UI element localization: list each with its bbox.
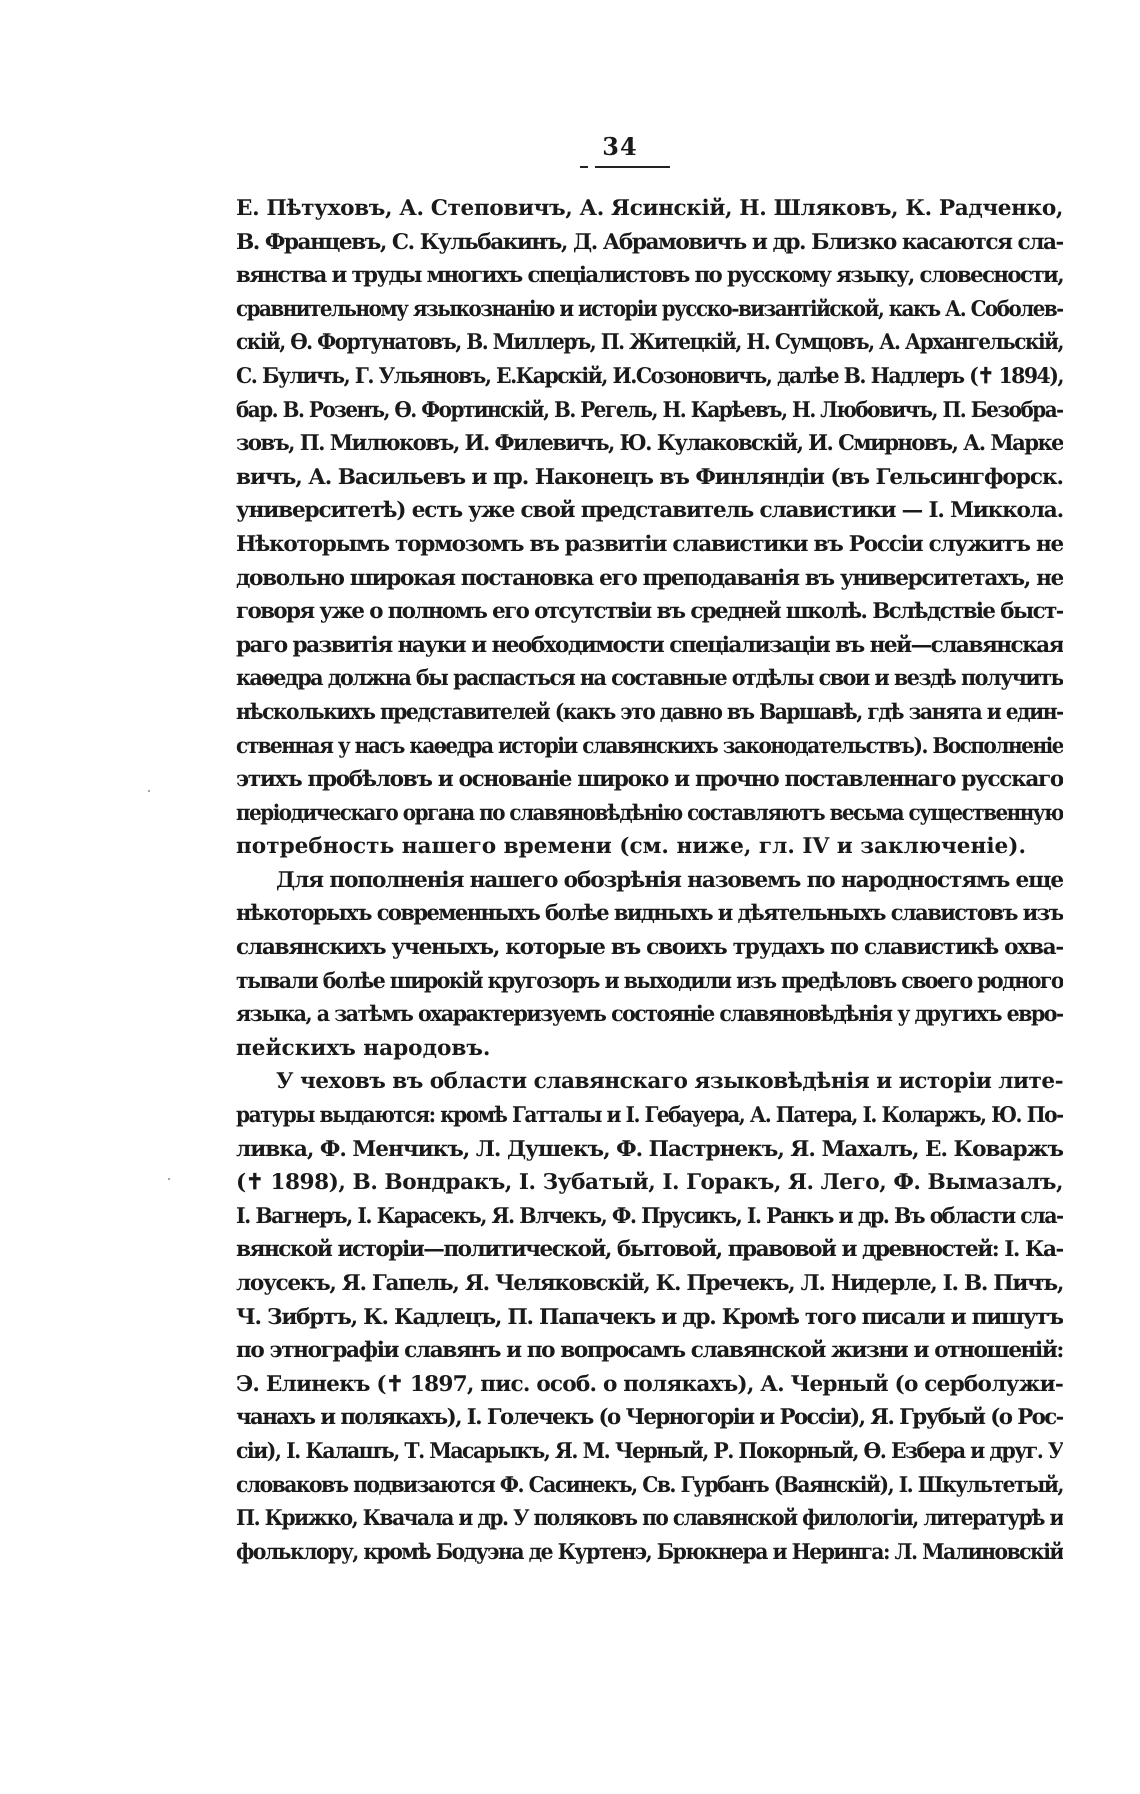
text-line: по этнографіи славянъ и по вопросамъ славянской жизни и отношеній:	[236, 1338, 1063, 1364]
text-line: С. Буличъ, Г. Ульяновъ, Е.Карскій, И.Созоновичъ, далѣе В. Надлеръ (✝ 1894),	[236, 363, 1063, 389]
text-line: І. Вагнеръ, І. Карасекъ, Я. Влчекъ, Ф. Прусикъ, І. Ранкъ и др. Въ области сла-	[236, 1203, 1063, 1229]
text-line: раго развитія науки и необходимости спеціализаціи въ ней—славянская	[236, 632, 1063, 658]
text-line: У чеховъ въ области славянскаго языковѣдѣнія и исторіи лите-	[276, 1069, 1063, 1095]
text-line: довольно широкая постановка его преподаванія въ университетахъ, не	[236, 565, 1063, 591]
paper-speck	[148, 790, 150, 792]
text-line: нѣсколькихъ представителей (какъ это давно въ Варшавѣ, гдѣ занята и един-	[236, 699, 1063, 725]
text-line: бар. В. Розенъ, Ѳ. Фортинскій, В. Регель, Н. Карѣевъ, Н. Любовичъ, П. Безобра-	[236, 397, 1063, 423]
text-line: Ч. Зибртъ, К. Кадлецъ, П. Папачекъ и др. Кромѣ того писали и пишутъ	[236, 1304, 1063, 1330]
text-line: этихъ пробѣловъ и основаніе широко и прочно поставленнаго русскаго	[236, 767, 1063, 793]
text-line: языка, а затѣмъ охарактеризуемъ состояніе славяновѣдѣнія у другихъ евро-	[236, 1002, 1063, 1028]
text-line: ливка, Ф. Менчикъ, Л. Душекъ, Ф. Пастрнекъ, Я. Махалъ, Е. Коваржъ	[236, 1136, 1063, 1162]
text-line: славянскихъ ученыхъ, которые въ своихъ трудахъ по славистикѣ охва-	[236, 935, 1063, 961]
text-line: В. Францевъ, С. Кульбакинъ, Д. Абрамовичъ и др. Близко касаются сла-	[236, 229, 1063, 255]
text-line: Нѣкоторымъ тормозомъ въ развитіи славистики въ Россіи служитъ не	[236, 531, 1063, 557]
paragraph-1	[236, 192, 1063, 864]
text-line: говоря уже о полномъ его отсутствіи въ средней школѣ. Вслѣдствіе быст-	[236, 599, 1063, 625]
paper-speck	[168, 1178, 170, 1180]
text-line: словаковъ подвизаются Ф. Сасинекъ, Св. Гурбанъ (Ваянскій), І. Шкультетый,	[236, 1472, 1063, 1498]
text-line: ратуры выдаются: кромѣ Гатталы и І. Гебауера, А. Патера, І. Коларжъ, Ю. По-	[236, 1103, 1063, 1129]
text-line: фольклору, кромѣ Бодуэна де Куртенэ, Брюкнера и Неринга: Л. Малиновскій	[236, 1539, 1063, 1565]
text-line: потребность нашего времени (см. ниже, гл. IV и заключеніе).	[236, 834, 1027, 860]
text-line: сіи), І. Калашъ, Т. Масарыкъ, Я. М. Черный, Р. Покорный, Ѳ. Езбера и друг. У	[236, 1438, 1063, 1464]
text-line: скій, Ѳ. Фортунатовъ, В. Миллеръ, П. Житецкій, Н. Сумцовъ, А. Архангельскій,	[236, 330, 1063, 356]
text-line: чанахъ и полякахъ), І. Голечекъ (о Черногоріи и Россіи), Я. Грубый (о Рос-	[236, 1405, 1063, 1431]
body-text	[236, 192, 1063, 1569]
text-line: вянской исторіи—политической, бытовой, правовой и древностей: І. Ка-	[236, 1237, 1063, 1263]
text-line: періодическаго органа по славяновѣдѣнію составляютъ весьма существенную	[236, 800, 1063, 826]
page-number-dash	[580, 166, 588, 168]
paragraph-3	[236, 1065, 1063, 1569]
text-line: (✝ 1898), В. Вондракъ, І. Зубатый, І. Горакъ, Я. Лего, Ф. Вымазалъ,	[236, 1170, 1063, 1196]
text-line: П. Крижко, Квачала и др. У поляковъ по славянской филологіи, литературѣ и	[236, 1506, 1063, 1532]
text-line: тывали болѣе широкій кругозоръ и выходили изъ предѣловъ своего родного	[236, 968, 1063, 994]
page-number: 34	[602, 132, 638, 161]
text-line: сравнительному языкознанію и исторіи русско-византійской, какъ А. Соболев-	[236, 296, 1063, 322]
text-line: университетѣ) есть уже свой представитель славистики — І. Миккола.	[236, 498, 1063, 524]
text-line: нѣкоторыхъ современныхъ болѣе видныхъ и дѣятельныхъ славистовъ изъ	[236, 901, 1063, 927]
text-line: вянства и труды многихъ спеціалистовъ по русскому языку, словесности,	[236, 263, 1063, 289]
text-line: зовъ, П. Милюковъ, И. Филевичъ, Ю. Кулаковскій, И. Смирновъ, А. Марке	[236, 431, 1063, 457]
text-line: каѳедра должна бы распасться на составные отдѣлы свои и вездѣ получить	[236, 666, 1063, 692]
text-line: вичъ, А. Васильевъ и пр. Наконецъ въ Финляндіи (въ Гельсингфорск.	[236, 464, 1063, 490]
text-line: Э. Елинекъ (✝ 1897, пис. особ. о полякахъ), А. Черный (о серболужи-	[236, 1371, 1063, 1397]
page-number-rule	[595, 166, 670, 168]
paragraph-2	[236, 864, 1063, 1066]
text-line: Для пополненія нашего обозрѣнія назовемъ по народностямъ еще	[276, 867, 1063, 893]
text-line: лоусекъ, Я. Гапель, Я. Челяковскій, К. Пречекъ, Л. Нидерле, І. В. Пичъ,	[236, 1271, 1063, 1296]
text-line: пейскихъ народовъ.	[236, 1035, 491, 1061]
text-line: Е. Пѣтуховъ, А. Степовичъ, А. Ясинскій, Н. Шляковъ, К. Радченко,	[236, 196, 1063, 221]
text-line: ственная у насъ каѳедра исторіи славянскихъ законодательствъ). Восполненіе	[236, 733, 1063, 759]
